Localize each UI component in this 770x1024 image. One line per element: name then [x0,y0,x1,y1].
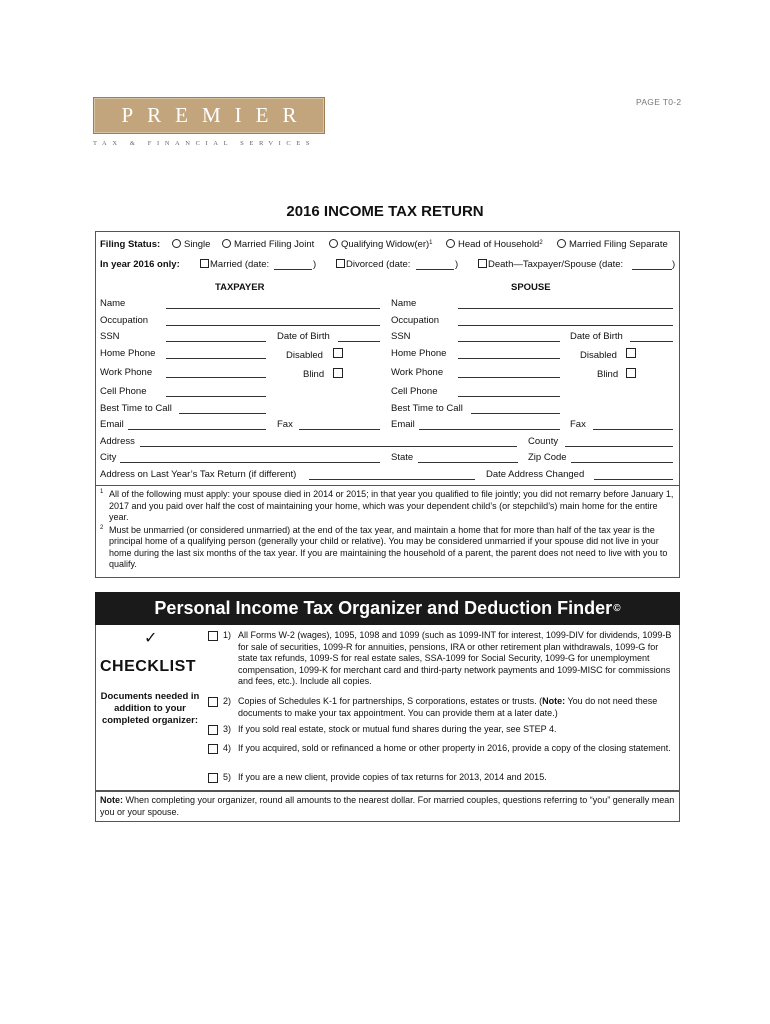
spouse-occupation-label: Occupation [391,315,440,326]
taxpayer-disabled-label: Disabled [286,350,323,361]
divorced-date-close: ) [455,259,459,270]
taxpayer-blind-label: Blind [303,369,325,380]
banner-title: Personal Income Tax Organizer and Deduction Finder [154,598,613,618]
footnote-1: 1 All of the following must apply: your spouse died in 2014 or 2015; in that year you qualified to file jointly; you did not remarry before January 1, 2017 and you paid over half the cost of maintaining your home, which was your dependent child’s (or stepchild’s) main home for the entire year. [100,489,674,522]
zip-input[interactable] [571,462,673,463]
logo-tagline: TAX & FINANCIAL SERVICES [93,140,316,147]
checkbox-icon[interactable] [336,259,345,268]
city-label: City [100,452,117,463]
taxpayer-email-input[interactable] [128,429,266,430]
filing-status-married-separate[interactable]: Married Filing Separate [557,239,668,250]
taxpayer-cell-phone-input[interactable] [166,396,266,397]
spouse-blind-label: Blind [597,369,619,380]
document-title: 2016 INCOME TAX RETURN [286,203,484,220]
radio-icon[interactable] [446,239,455,248]
spouse-cell-phone-label: Cell Phone [391,386,438,397]
logo-name: PREMIER [121,103,311,127]
taxpayer-home-phone-input[interactable] [166,358,266,359]
taxpayer-home-phone-label: Home Phone [100,348,156,359]
taxpayer-work-phone-input[interactable] [166,377,266,378]
checklist-item-3: 3) If you sold real estate, stock or mutual fund shares during the year, see STEP 4. [208,724,676,736]
taxpayer-email-label: Email [100,419,124,430]
copyright-mark: © [613,603,621,614]
spouse-home-phone-input[interactable] [458,358,560,359]
death-date-field[interactable]: Death—Taxpayer/Spouse (date: [478,259,623,270]
taxpayer-cell-phone-label: Cell Phone [100,386,147,397]
spouse-disabled-label: Disabled [580,350,617,361]
zip-label: Zip Code [528,452,567,463]
taxpayer-best-time-input[interactable] [179,413,266,414]
taxpayer-fax-input[interactable] [299,429,380,430]
county-input[interactable] [565,446,673,447]
spouse-name-input[interactable] [458,308,673,309]
checkbox-icon[interactable] [200,259,209,268]
spouse-work-phone-label: Work Phone [391,367,444,378]
taxpayer-name-label: Name [100,298,126,309]
spouse-disabled-checkbox[interactable] [626,348,636,358]
radio-icon[interactable] [557,239,566,248]
taxpayer-best-time-label: Best Time to Call [100,403,172,414]
taxpayer-name-input[interactable] [166,308,380,309]
spouse-ssn-label: SSN [391,331,411,342]
married-date-field[interactable]: Married (date: [200,259,269,270]
checkmark-icon: ✓ [144,630,158,647]
married-date-close: ) [313,259,317,270]
date-changed-label: Date Address Changed [486,469,585,480]
spouse-fax-input[interactable] [593,429,673,430]
checklist-item-5: 5) If you are a new client, provide copies of tax returns for 2013, 2014 and 2015. [208,772,676,784]
spouse-best-time-label: Best Time to Call [391,403,463,414]
taxpayer-ssn-input[interactable] [166,341,266,342]
filing-status-head-of-household[interactable]: Head of Household$^2$ [446,239,543,250]
taxpayer-fax-label: Fax [277,419,293,430]
spouse-email-input[interactable] [419,429,560,430]
death-date-line[interactable] [632,269,672,270]
company-logo [93,97,325,134]
taxpayer-occupation-input[interactable] [166,325,380,326]
filing-status-label: Filing Status: [100,239,161,250]
spouse-email-label: Email [391,419,415,430]
organizer-banner [95,592,680,625]
address-label: Address [100,436,135,447]
divorced-date-field[interactable]: Divorced (date: [336,259,410,270]
death-date-close: ) [672,259,676,270]
county-label: County [528,436,559,447]
checklist-item-2: 2) Copies of Schedules K-1 for partnerships, S corporations, estates or trusts. (Note: You do not need these documents to make your tax appointment. You can provide them at a later date.) [208,696,676,719]
checkbox-icon[interactable] [478,259,487,268]
last-address-input[interactable] [309,479,475,480]
checklist-checkbox-5[interactable] [208,773,218,783]
married-date-line[interactable] [274,269,312,270]
spouse-dob-input[interactable] [630,341,673,342]
rounding-note: Note: When completing your organizer, round all amounts to the nearest dollar. For married couples, questions referring to “you” generally mean you or your spouse. [95,791,680,822]
spouse-header: SPOUSE [511,282,551,293]
city-input[interactable] [120,462,380,463]
checklist-item-1: 1) All Forms W-2 (wages), 1095, 1098 and 1099 (such as 1099-INT for interest, 1099-DIV for dividends, 1099-B for sale of securities, 1099-R for annuities, pensions, IRA or other retirement plan withdrawals, 1099-G for state tax refunds, 1099-S for real estate sales, SSA-1099 for Social Security, 1099-G for unemployment compensation, 1099-K for merchant card and third-party network payments and 1099-MISC for commissions and fees, etc.). Include all copies. [208,630,676,688]
taxpayer-work-phone-label: Work Phone [100,367,153,378]
state-input[interactable] [418,462,518,463]
footnote-2: 2 Must be unmarried (or considered unmarried) at the end of the tax year, and maintain a home that for more than half of the tax year is the principal home of a qualifying person (generally your child or relative). You may be considered unmarried if your spouse did not live in your home during the last six months of the tax year. If you are maintaining the household of a parent, the parent does not need to live with you to qualify. [100,524,668,569]
footnotes [95,486,680,578]
filing-status-qualifying-widower[interactable]: Qualifying Widow(er)$^1$ [329,239,433,250]
spouse-name-label: Name [391,298,417,309]
filing-status-single[interactable]: Single [172,239,210,250]
taxpayer-disabled-checkbox[interactable] [333,348,343,358]
checklist-item-4: 4) If you acquired, sold or refinanced a home or other property in 2016, provide a copy of the closing statement. [208,743,676,755]
date-changed-input[interactable] [594,479,673,480]
filing-status-married-joint[interactable]: Married Filing Joint [222,239,314,250]
spouse-fax-label: Fax [570,419,586,430]
spouse-blind-checkbox[interactable] [626,368,636,378]
taxpayer-dob-label: Date of Birth [277,331,330,342]
spouse-cell-phone-input[interactable] [458,396,560,397]
spouse-ssn-input[interactable] [458,341,560,342]
taxpayer-dob-input[interactable] [338,341,380,342]
radio-icon[interactable] [172,239,181,248]
spouse-home-phone-label: Home Phone [391,348,447,359]
checklist-checkbox-3[interactable] [208,725,218,735]
spouse-occupation-input[interactable] [458,325,673,326]
radio-icon[interactable] [329,239,338,248]
checklist-checkbox-2[interactable] [208,697,218,707]
address-input[interactable] [140,446,517,447]
radio-icon[interactable] [222,239,231,248]
taxpayer-ssn-label: SSN [100,331,120,342]
spouse-dob-label: Date of Birth [570,331,623,342]
taxpayer-blind-checkbox[interactable] [333,368,343,378]
taxpayer-header: TAXPAYER [215,282,265,293]
divorced-date-line[interactable] [416,269,454,270]
checklist-checkbox-4[interactable] [208,744,218,754]
last-address-label: Address on Last Year’s Tax Return (if different) [100,469,297,480]
checklist-subtitle: Documents needed in addition to your completed organizer: [100,691,200,726]
spouse-work-phone-input[interactable] [458,377,560,378]
page-number: PAGE T0-2 [636,97,682,107]
taxpayer-occupation-label: Occupation [100,315,149,326]
state-label: State [391,452,414,463]
in-year-label: In year 2016 only: [100,259,180,270]
checklist-checkbox-1[interactable] [208,631,218,641]
checklist-title: CHECKLIST [100,658,197,675]
spouse-best-time-input[interactable] [471,413,560,414]
